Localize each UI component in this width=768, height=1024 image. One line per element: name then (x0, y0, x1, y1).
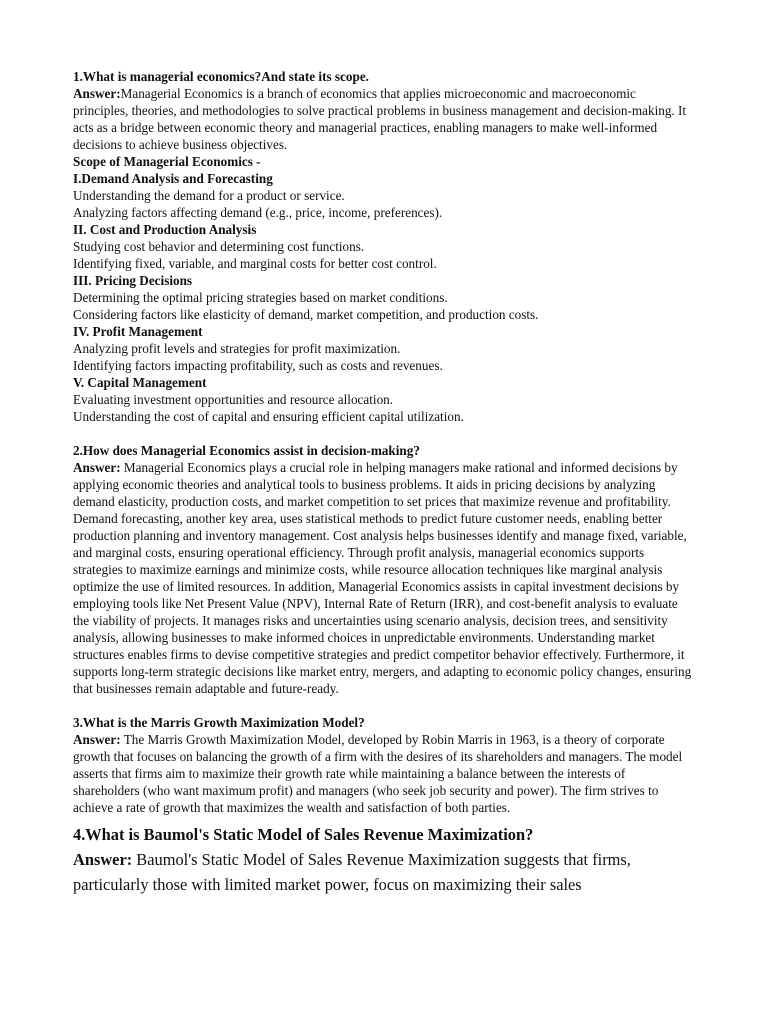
scope-section-line: Evaluating investment opportunities and resource allocation. (73, 392, 394, 407)
question-3 (73, 714, 693, 816)
scope-section-line: Identifying factors impacting profitability, such as costs and revenues. (73, 358, 443, 373)
question-2 (73, 442, 693, 697)
scope-section-line: Determining the optimal pricing strategies based on market conditions. (73, 290, 448, 305)
answer-text: Managerial Economics is a branch of economics that applies microeconomic and macroeconomic principles, theories, and methodologies to solve practical problems in business management and decision-making. It acts as a bridge between economic theory and managerial practices, enabling managers to make well-informed decisions to achieve business objectives. (73, 86, 687, 152)
scope-section-title: V. Capital Management (73, 375, 207, 390)
answer-text: The Marris Growth Maximization Model, developed by Robin Marris in 1963, is a theory of corporate growth that focuses on balancing the growth of a firm with the desires of its shareholders and managers. The model asserts that firms aim to maximize their growth rate while maintaining a balance between the interests of shareholders (who want maximum profit) and managers (who seek job security and power). The firm strives to achieve a rate of growth that maximizes the wealth and satisfaction of both parties. (73, 732, 683, 815)
question-4-heading: 4.What is Baumol's Static Model of Sales Revenue Maximization? (73, 825, 534, 844)
question-2-answer (73, 459, 693, 697)
answer-text: Baumol's Static Model of Sales Revenue Maximization suggests that firms, particularly those with limited market power, focus on maximizing their sales (73, 850, 631, 894)
question-4 (73, 822, 693, 897)
document-page (73, 68, 693, 897)
question-1-answer (73, 85, 693, 153)
answer-label: Answer: (73, 732, 121, 747)
scope-section-line: Understanding the cost of capital and ensuring efficient capital utilization. (73, 409, 464, 424)
question-1 (73, 68, 693, 425)
answer-label: Answer: (73, 850, 133, 869)
scope-section-line: Analyzing factors affecting demand (e.g., price, income, preferences). (73, 205, 443, 220)
question-3-heading: 3.What is the Marris Growth Maximization Model? (73, 715, 365, 730)
question-3-answer (73, 731, 693, 816)
scope-section-line: Analyzing profit levels and strategies for profit maximization. (73, 341, 401, 356)
question-1-heading: 1.What is managerial economics?And state its scope. (73, 69, 369, 84)
scope-section-title: IV. Profit Management (73, 324, 203, 339)
scope-section-line: Identifying fixed, variable, and marginal costs for better cost control. (73, 256, 437, 271)
scope-section-line: Considering factors like elasticity of demand, market competition, and production costs. (73, 307, 539, 322)
scope-section-title: II. Cost and Production Analysis (73, 222, 257, 237)
scope-section-title: III. Pricing Decisions (73, 273, 193, 288)
question-4-answer (73, 847, 693, 897)
answer-label: Answer: (73, 460, 121, 475)
spacer (73, 697, 693, 714)
scope-heading: Scope of Managerial Economics - (73, 154, 261, 169)
answer-text: Managerial Economics plays a crucial role in helping managers make rational and informed decisions by applying economic theories and analytical tools to business problems. It aids in pricing decisions by analyzing demand elasticity, production costs, and market competition to set prices that maximize revenue and profitability. Demand forecasting, another key area, uses statistical methods to predict future customer needs, enabling better production planning and inventory management. Cost analysis helps businesses identify and manage fixed, variable, and marginal costs, ensuring operational efficiency. Through profit analysis, managerial economics supports strategies to maximize earnings and minimize costs, while resource allocation techniques like marginal analysis optimize the use of limited resources. In addition, Managerial Economics assists in capital investment decisions by employing tools like Net Present Value (NPV), Internal Rate of Return (IRR), and cost-benefit analysis to evaluate the viability of projects. It manages risks and uncertainties using scenario analysis, decision trees, and sensitivity analysis, allowing businesses to make informed choices in unpredictable environments. Understanding market structures enables firms to devise competitive strategies and predict competitor behavior effectively. Furthermore, it supports long-term strategic decisions like market entry, mergers, and adapting to economic policy changes, ensuring that businesses remain adaptable and future-ready. (73, 460, 692, 696)
answer-label: Answer: (73, 86, 121, 101)
question-2-heading: 2.How does Managerial Economics assist in decision-making? (73, 443, 420, 458)
scope-section-line: Understanding the demand for a product or service. (73, 188, 345, 203)
scope-section-line: Studying cost behavior and determining cost functions. (73, 239, 365, 254)
spacer (73, 425, 693, 442)
scope-section-title: I.Demand Analysis and Forecasting (73, 171, 273, 186)
